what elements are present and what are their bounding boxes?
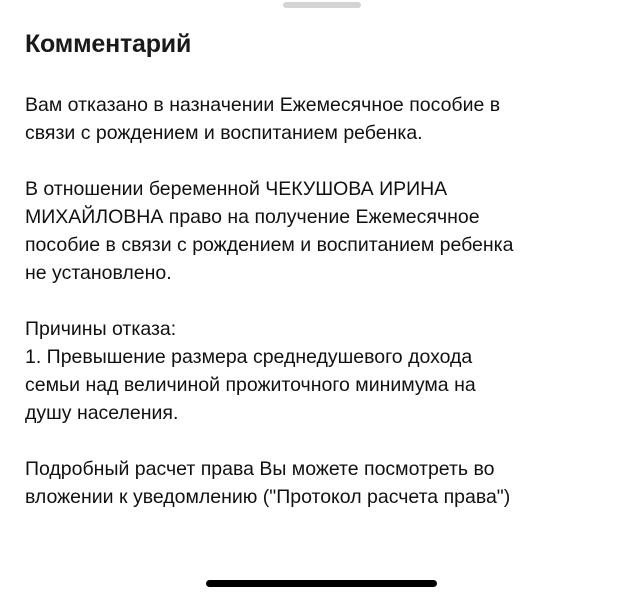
text-line: вложении к уведомлению ("Протокол расчета права") <box>25 486 511 508</box>
text-line: Вам отказано в назначении Ежемесячное пособие в <box>25 94 501 116</box>
text-line: пособие в связи с рождением и воспитанием ребенка <box>25 234 514 256</box>
text-line: душу населения. <box>25 402 179 424</box>
refusal-paragraph <box>25 91 635 147</box>
reasons-paragraph <box>25 315 635 427</box>
text-line: семьи над величиной прожиточного минимума на <box>25 374 476 396</box>
comment-body <box>25 91 635 539</box>
details-paragraph <box>25 455 635 511</box>
text-line: МИХАЙЛОВНА право на получение Ежемесячное <box>25 206 480 228</box>
sheet-drag-handle[interactable] <box>283 2 361 8</box>
text-line: не установлено. <box>25 262 172 284</box>
text-line: В отношении беременной ЧЕКУШОВА ИРИНА <box>25 178 448 200</box>
recipient-paragraph <box>25 175 635 287</box>
text-line: связи с рождением и воспитанием ребенка. <box>25 122 423 144</box>
text-line: Подробный расчет права Вы можете посмотреть во <box>25 458 495 480</box>
home-indicator[interactable] <box>206 580 437 587</box>
text-line: 1. Превышение размера среднедушевого дохода <box>25 346 473 368</box>
text-line: Причины отказа: <box>25 318 177 340</box>
sheet-title: Комментарий <box>25 30 192 58</box>
